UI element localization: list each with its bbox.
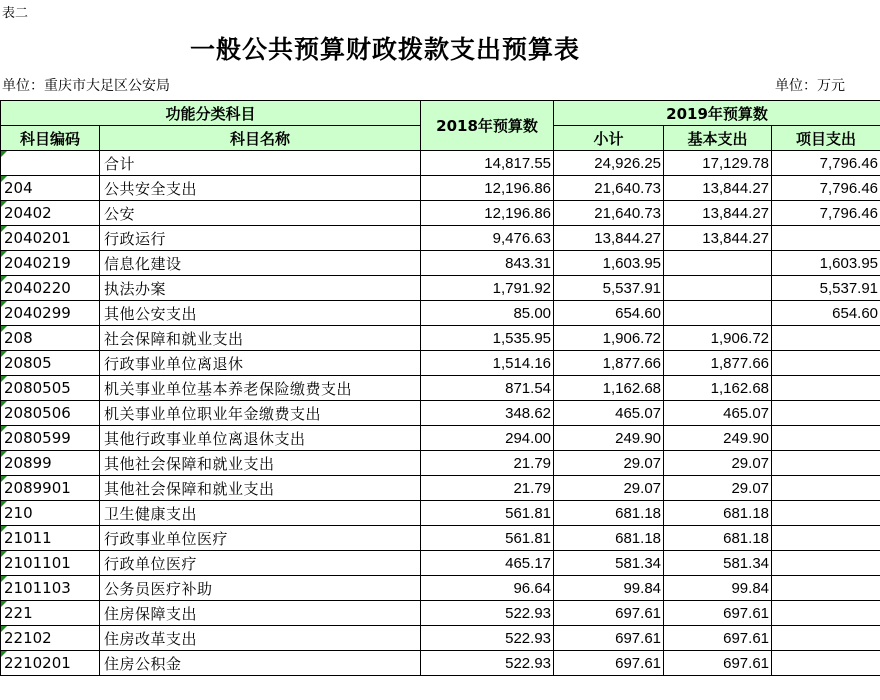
cell-project — [772, 576, 880, 601]
cell-basic: 249.90 — [664, 426, 772, 451]
cell-basic: 13,844.27 — [664, 226, 772, 251]
cell-subtotal: 29.07 — [554, 451, 664, 476]
table-row — [1, 251, 880, 276]
cell-basic: 99.84 — [664, 576, 772, 601]
cell-name: 其他社会保障和就业支出 — [100, 476, 421, 501]
cell-project — [772, 451, 880, 476]
table-row — [1, 626, 880, 651]
budget-table — [0, 100, 880, 676]
cell-code: 208 — [1, 326, 100, 351]
table-row — [1, 401, 880, 426]
cell-budget-2018: 522.93 — [421, 601, 554, 626]
cell-code: 20899 — [1, 451, 100, 476]
cell-code: 2089901 — [1, 476, 100, 501]
cell-budget-2018: 294.00 — [421, 426, 554, 451]
cell-name: 执法办案 — [100, 276, 421, 301]
table-row — [1, 526, 880, 551]
cell-project — [772, 551, 880, 576]
cell-budget-2018: 522.93 — [421, 626, 554, 651]
cell-budget-2018: 1,791.92 — [421, 276, 554, 301]
cell-name: 住房公积金 — [100, 651, 421, 676]
cell-project: 654.60 — [772, 301, 880, 326]
table-row — [1, 426, 880, 451]
cell-name: 公务员医疗补助 — [100, 576, 421, 601]
cell-basic — [664, 301, 772, 326]
corner-label: 表二 — [2, 6, 29, 21]
cell-name: 其他社会保障和就业支出 — [100, 451, 421, 476]
cell-code: 210 — [1, 501, 100, 526]
cell-basic: 697.61 — [664, 651, 772, 676]
cell-project — [772, 326, 880, 351]
cell-project — [772, 501, 880, 526]
cell-basic: 17,129.78 — [664, 151, 772, 176]
cell-name: 行政事业单位离退休 — [100, 351, 421, 376]
cell-code: 2040220 — [1, 276, 100, 301]
cell-project — [772, 426, 880, 451]
cell-subtotal: 5,537.91 — [554, 276, 664, 301]
cell-basic: 13,844.27 — [664, 201, 772, 226]
header-name: 科目名称 — [100, 126, 421, 151]
table-row — [1, 326, 880, 351]
cell-subtotal: 697.61 — [554, 626, 664, 651]
table-row — [1, 226, 880, 251]
header-subtotal: 小计 — [554, 126, 664, 151]
cell-subtotal: 681.18 — [554, 526, 664, 551]
cell-budget-2018: 21.79 — [421, 451, 554, 476]
cell-basic: 697.61 — [664, 601, 772, 626]
cell-budget-2018: 9,476.63 — [421, 226, 554, 251]
cell-code: 2040201 — [1, 226, 100, 251]
cell-code: 2040299 — [1, 301, 100, 326]
cell-subtotal: 99.84 — [554, 576, 664, 601]
cell-basic: 1,162.68 — [664, 376, 772, 401]
cell-budget-2018: 561.81 — [421, 501, 554, 526]
cell-name: 行政事业单位医疗 — [100, 526, 421, 551]
table-row — [1, 451, 880, 476]
cell-subtotal: 1,162.68 — [554, 376, 664, 401]
cell-budget-2018: 871.54 — [421, 376, 554, 401]
cell-basic: 29.07 — [664, 476, 772, 501]
cell-project: 5,537.91 — [772, 276, 880, 301]
cell-name: 机关事业单位基本养老保险缴费支出 — [100, 376, 421, 401]
cell-subtotal: 21,640.73 — [554, 176, 664, 201]
header-budget-2019: 2019年预算数 — [554, 101, 880, 126]
cell-basic: 465.07 — [664, 401, 772, 426]
unit-right: 单位：万元 — [775, 78, 845, 94]
cell-subtotal: 249.90 — [554, 426, 664, 451]
cell-subtotal: 465.07 — [554, 401, 664, 426]
cell-name: 行政单位医疗 — [100, 551, 421, 576]
cell-name: 卫生健康支出 — [100, 501, 421, 526]
unit-left: 单位：重庆市大足区公安局 — [2, 78, 170, 94]
cell-name: 行政运行 — [100, 226, 421, 251]
header-code: 科目编码 — [1, 126, 100, 151]
cell-project — [772, 226, 880, 251]
cell-code: 22102 — [1, 626, 100, 651]
cell-project: 1,603.95 — [772, 251, 880, 276]
cell-name: 公共安全支出 — [100, 176, 421, 201]
cell-basic — [664, 251, 772, 276]
cell-subtotal: 697.61 — [554, 601, 664, 626]
cell-basic — [664, 276, 772, 301]
cell-code: 20805 — [1, 351, 100, 376]
cell-basic: 29.07 — [664, 451, 772, 476]
cell-code: 2101103 — [1, 576, 100, 601]
cell-budget-2018: 85.00 — [421, 301, 554, 326]
cell-code: 21011 — [1, 526, 100, 551]
table-row — [1, 151, 880, 176]
cell-project — [772, 626, 880, 651]
table-row — [1, 201, 880, 226]
cell-project — [772, 526, 880, 551]
cell-basic: 581.34 — [664, 551, 772, 576]
cell-project — [772, 376, 880, 401]
table-body — [1, 151, 880, 676]
cell-subtotal: 13,844.27 — [554, 226, 664, 251]
cell-code: 2101101 — [1, 551, 100, 576]
cell-basic: 13,844.27 — [664, 176, 772, 201]
cell-project: 7,796.46 — [772, 151, 880, 176]
cell-project — [772, 351, 880, 376]
cell-subtotal: 1,877.66 — [554, 351, 664, 376]
table-row — [1, 176, 880, 201]
table-row — [1, 551, 880, 576]
cell-name: 其他行政事业单位离退休支出 — [100, 426, 421, 451]
cell-project: 7,796.46 — [772, 176, 880, 201]
cell-budget-2018: 96.64 — [421, 576, 554, 601]
table-row — [1, 601, 880, 626]
table-row — [1, 476, 880, 501]
cell-budget-2018: 12,196.86 — [421, 176, 554, 201]
cell-project — [772, 401, 880, 426]
cell-code: 20402 — [1, 201, 100, 226]
cell-code: 2080599 — [1, 426, 100, 451]
table-row — [1, 301, 880, 326]
cell-subtotal: 24,926.25 — [554, 151, 664, 176]
cell-subtotal: 1,603.95 — [554, 251, 664, 276]
cell-subtotal: 581.34 — [554, 551, 664, 576]
cell-subtotal: 681.18 — [554, 501, 664, 526]
cell-budget-2018: 1,514.16 — [421, 351, 554, 376]
cell-budget-2018: 561.81 — [421, 526, 554, 551]
cell-name: 其他公安支出 — [100, 301, 421, 326]
cell-subtotal: 654.60 — [554, 301, 664, 326]
cell-budget-2018: 465.17 — [421, 551, 554, 576]
cell-subtotal: 29.07 — [554, 476, 664, 501]
cell-budget-2018: 843.31 — [421, 251, 554, 276]
cell-project — [772, 476, 880, 501]
cell-subtotal: 1,906.72 — [554, 326, 664, 351]
cell-name: 信息化建设 — [100, 251, 421, 276]
cell-budget-2018: 21.79 — [421, 476, 554, 501]
cell-basic: 681.18 — [664, 526, 772, 551]
cell-budget-2018: 348.62 — [421, 401, 554, 426]
table-row — [1, 501, 880, 526]
header-budget-2018: 2018年预算数 — [421, 101, 554, 151]
cell-name: 公安 — [100, 201, 421, 226]
table-row — [1, 651, 880, 676]
table-header — [1, 101, 880, 151]
cell-code: 204 — [1, 176, 100, 201]
cell-subtotal: 697.61 — [554, 651, 664, 676]
cell-name: 社会保障和就业支出 — [100, 326, 421, 351]
table-row — [1, 376, 880, 401]
cell-budget-2018: 1,535.95 — [421, 326, 554, 351]
cell-project: 7,796.46 — [772, 201, 880, 226]
cell-project — [772, 651, 880, 676]
cell-budget-2018: 14,817.55 — [421, 151, 554, 176]
cell-budget-2018: 522.93 — [421, 651, 554, 676]
table-row — [1, 576, 880, 601]
page-title: 一般公共预算财政拨款支出预算表 — [189, 35, 580, 64]
table-row — [1, 351, 880, 376]
cell-name: 住房保障支出 — [100, 601, 421, 626]
cell-code: 2040219 — [1, 251, 100, 276]
cell-subtotal: 21,640.73 — [554, 201, 664, 226]
cell-code: 2080505 — [1, 376, 100, 401]
cell-name: 机关事业单位职业年金缴费支出 — [100, 401, 421, 426]
cell-code: 221 — [1, 601, 100, 626]
cell-code: 2080506 — [1, 401, 100, 426]
header-basic: 基本支出 — [664, 126, 772, 151]
cell-code: 2210201 — [1, 651, 100, 676]
table-row — [1, 276, 880, 301]
cell-budget-2018: 12,196.86 — [421, 201, 554, 226]
cell-name: 住房改革支出 — [100, 626, 421, 651]
cell-name: 合计 — [100, 151, 421, 176]
header-func-category: 功能分类科目 — [1, 101, 421, 126]
cell-code — [1, 151, 100, 176]
header-project: 项目支出 — [772, 126, 880, 151]
cell-basic: 1,877.66 — [664, 351, 772, 376]
cell-project — [772, 601, 880, 626]
cell-basic: 1,906.72 — [664, 326, 772, 351]
cell-basic: 681.18 — [664, 501, 772, 526]
cell-basic: 697.61 — [664, 626, 772, 651]
